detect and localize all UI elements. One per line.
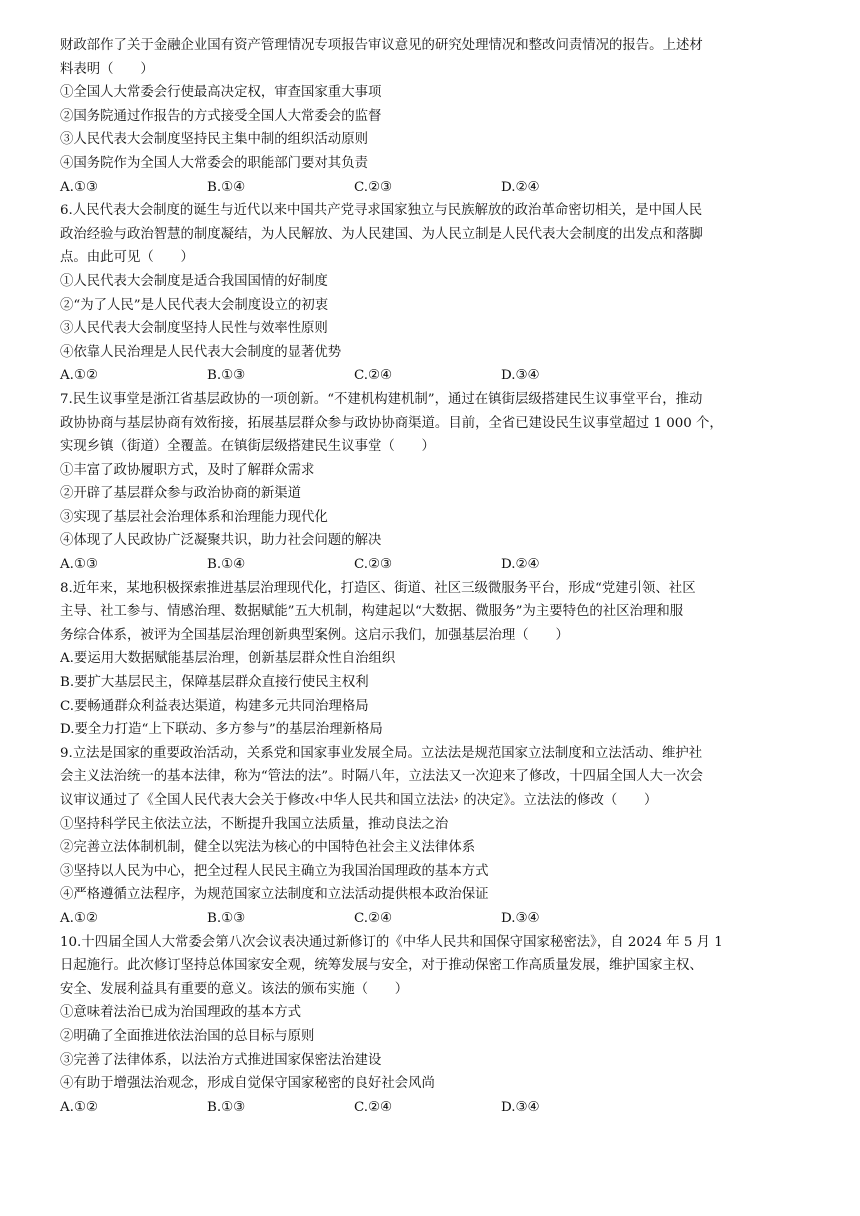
answer-options-row — [60, 364, 802, 388]
text-line: 政治经验与政治智慧的制度凝结，为人民解放、为人民建国、为人民立制是人民代表大会制度的出发点和落脚 — [60, 226, 703, 242]
answer-options-row — [60, 907, 802, 931]
text-line: ④依靠人民治理是人民代表大会制度的显著优势 — [60, 344, 342, 360]
text-line: ④严格遵循立法程序，为规范国家立法制度和立法活动提供根本政治保证 — [60, 887, 489, 903]
text-line: ④体现了人民政协广泛凝聚共识，助力社会问题的解决 — [60, 533, 382, 549]
text-line: ③完善了法律体系，以法治方式推进国家保密法治建设 — [60, 1052, 382, 1068]
option-b: B.①④ — [207, 179, 246, 195]
text-line: 务综合体系，被评为全国基层治理创新典型案例。这启示我们，加强基层治理（ ） — [60, 627, 569, 643]
text-line: ①丰富了政协履职方式，及时了解群众需求 — [60, 462, 315, 478]
text-line: ②开辟了基层群众参与政治协商的新渠道 — [60, 486, 302, 502]
text-line: ③人民代表大会制度坚持人民性与效率性原则 — [60, 321, 328, 337]
text-line: C.要畅通群众利益表达渠道，构建多元共同治理格局 — [60, 698, 369, 714]
exam-page — [60, 34, 802, 1119]
option-c: C.②④ — [354, 368, 393, 384]
option-b: B.①③ — [207, 910, 246, 926]
text-line: 9.立法是国家的重要政治活动，关系党和国家事业发展全局。立法法是规范国家立法制度和立法活动、维护社 — [60, 745, 703, 761]
text-line: ④国务院作为全国人大常委会的职能部门要对其负责 — [60, 155, 368, 171]
option-c: C.②④ — [354, 1099, 393, 1115]
option-b: B.①④ — [207, 557, 246, 573]
option-a: A.①③ — [60, 179, 98, 195]
text-line: B.要扩大基层民主，保障基层群众直接行使民主权利 — [60, 675, 369, 691]
text-line: ②“为了人民”是人民代表大会制度设立的初衷 — [60, 297, 329, 313]
option-a: A.①② — [60, 368, 98, 384]
text-line: 料表明（ ） — [60, 61, 154, 77]
option-d: D.③④ — [501, 1099, 540, 1115]
option-a: A.①② — [60, 1099, 98, 1115]
option-d: D.③④ — [501, 368, 540, 384]
text-line: 8.近年来，某地积极探索推进基层治理现代化，打造区、街道、社区三级微服务平台，形成“党建引领、社区 — [60, 580, 696, 596]
option-b: B.①③ — [207, 368, 246, 384]
answer-options-row — [60, 176, 802, 200]
text-line: 10.十四届全国人大常委会第八次会议表决通过新修订的《中华人民共和国保守国家秘密法》，自 2024 年 5 月 1 — [60, 934, 723, 950]
text-line: 主导、社工参与、情感治理、数据赋能”五大机制，构建起以“大数据、微服务”为主要特色的社区治理和服 — [60, 604, 684, 620]
text-line: 安全、发展利益具有重要的意义。该法的颁布实施（ ） — [60, 981, 409, 997]
text-line: ④有助于增强法治观念，形成自觉保守国家秘密的良好社会风尚 — [60, 1076, 435, 1092]
option-c: C.②③ — [354, 179, 393, 195]
option-c: C.②④ — [354, 910, 393, 926]
text-line: 实现乡镇（街道）全覆盖。在镇街层级搭建民生议事堂（ ） — [60, 439, 435, 455]
text-line: ①坚持科学民主依法立法，不断提升我国立法质量，推动良法之治 — [60, 816, 449, 832]
text-line: ①意味着法治已成为治国理政的基本方式 — [60, 1005, 302, 1021]
text-line: ③坚持以人民为中心，把全过程人民民主确立为我国治国理政的基本方式 — [60, 863, 489, 879]
option-a: A.①② — [60, 910, 98, 926]
text-line: ①全国人大常委会行使最高决定权，审查国家重大事项 — [60, 85, 382, 101]
option-d: D.②④ — [501, 557, 540, 573]
text-line: ②完善立法体制机制，健全以宪法为核心的中国特色社会主义法律体系 — [60, 840, 476, 856]
text-line: 财政部作了关于金融企业国有资产管理情况专项报告审议意见的研究处理情况和整改问责情况的报告。上述材 — [60, 38, 703, 53]
text-line: A.要运用大数据赋能基层治理，创新基层群众性自治组织 — [60, 651, 396, 667]
text-line: 点。由此可见（ ） — [60, 250, 194, 266]
option-c: C.②③ — [354, 557, 393, 573]
answer-options-row — [60, 1096, 802, 1120]
text-line: 政协协商与基层协商有效衔接，拓展基层群众参与政协协商渠道。目前，全省已建设民生议事堂超过 1 000 个， — [60, 415, 723, 431]
text-line: 日起施行。此次修订坚持总体国家安全观，统筹发展与安全，对于推动保密工作高质量发展，维护国家主权、 — [60, 958, 703, 974]
option-d: D.③④ — [501, 910, 540, 926]
text-line: 7.民生议事堂是浙江省基层政协的一项创新。“不建机构建机制”，通过在镇街层级搭建民生议事堂平台，推动 — [60, 391, 703, 407]
text-line: ③实现了基层社会治理体系和治理能力现代化 — [60, 509, 328, 525]
text-line: 会主义法治统一的基本法律，称为“管法的法”。时隔八年，立法法又一次迎来了修改，十四届全国人大一次会 — [60, 769, 704, 785]
option-b: B.①③ — [207, 1099, 246, 1115]
answer-options-row — [60, 553, 802, 577]
text-line: ③人民代表大会制度坚持民主集中制的组织活动原则 — [60, 132, 368, 148]
text-line: ②国务院通过作报告的方式接受全国人大常委会的监督 — [60, 108, 382, 124]
text-line: ②明确了全面推进依法治国的总目标与原则 — [60, 1028, 315, 1044]
text-line: 6.人民代表大会制度的诞生与近代以来中国共产党寻求国家独立与民族解放的政治革命密切相关，是中国人民 — [60, 203, 703, 219]
text-line: D.要全力打造“上下联动、多方参与”的基层治理新格局 — [60, 722, 383, 738]
text-line: 议审议通过了《全国人民代表大会关于修改‹中华人民共和国立法法› 的决定》。立法法的修改（ ） — [60, 793, 658, 808]
option-a: A.①③ — [60, 557, 98, 573]
option-d: D.②④ — [501, 179, 540, 195]
text-line: ①人民代表大会制度是适合我国国情的好制度 — [60, 273, 328, 289]
